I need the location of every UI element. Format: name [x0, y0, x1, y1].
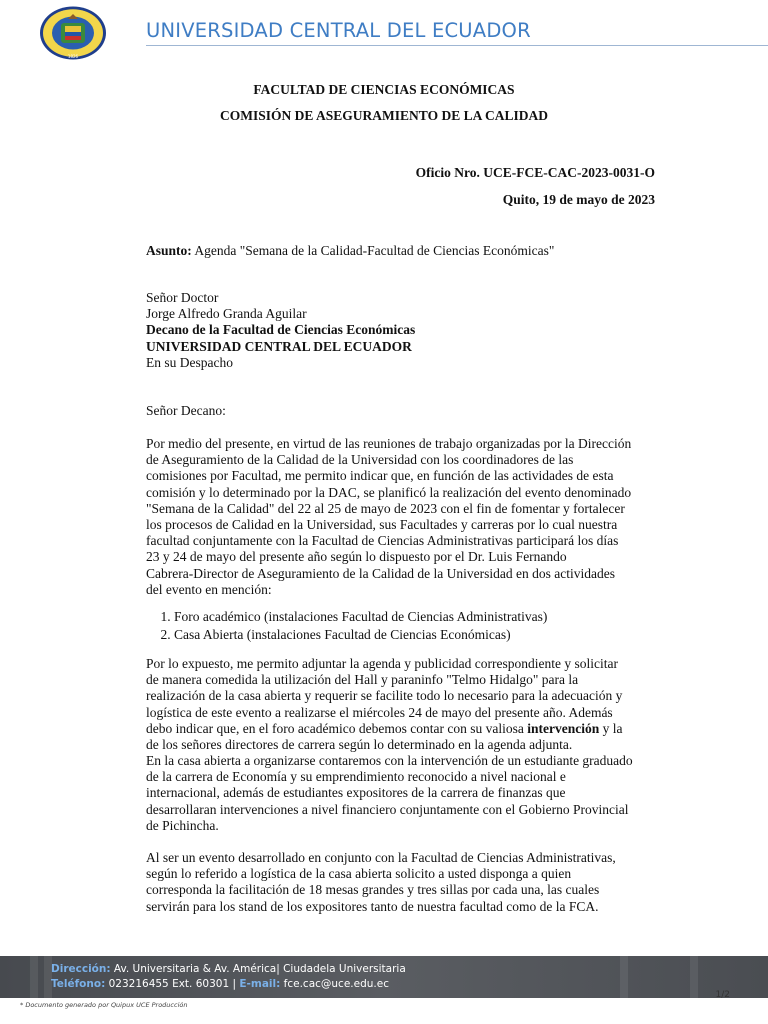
- paragraph-2: [146, 656, 658, 753]
- email-label: E-mail:: [239, 978, 281, 990]
- subject-text: Agenda "Semana de la Calidad-Facultad de Ciencias Económicas": [191, 243, 555, 258]
- paragraph-line: Al ser un evento desarrollado en conjunto con la Facultad de Ciencias Administrativas,: [146, 850, 616, 865]
- commission-title: COMISIÓN DE ASEGURAMIENTO DE LA CALIDAD: [220, 108, 548, 123]
- paragraph-line: Cabrera-Director de Aseguramiento de la Calidad de la Universidad en dos actividades: [146, 565, 615, 581]
- letterhead: [0, 0, 768, 66]
- paragraph-line: según lo referido a logística de la casa abierta solicito a usted disponga a quien: [146, 866, 572, 882]
- faculty-title: FACULTAD DE CIENCIAS ECONÓMICAS: [253, 82, 515, 97]
- paragraph-line: servirán para los stand de los expositores tanto de nuestra facultad como de la FCA.: [146, 898, 599, 914]
- svg-text:1826: 1826: [67, 54, 79, 59]
- footer-address: [51, 963, 406, 975]
- footer-bar: [0, 956, 768, 998]
- emphasis-word: intervención: [527, 720, 600, 736]
- list-item: 2. Casa Abierta (instalaciones Facultad de Ciencias Económicas): [174, 626, 547, 644]
- paragraph-line: "Semana de la Calidad" del 22 al 25 de mayo de 2023 con el fin de fomentar y fortalecer: [146, 500, 625, 516]
- paragraph-line: desarrollaran intervenciones a nivel financiero conjuntamente con el Gobierno Provincial: [146, 801, 629, 817]
- footer-stripe: [690, 956, 698, 998]
- page-number: 1/2: [715, 990, 730, 1000]
- paragraph-line: de los señores directores de carrera según lo determinado en la agenda adjunta.: [146, 737, 573, 753]
- line-text: y la: [599, 720, 623, 736]
- recipient-title: Señor Doctor: [146, 290, 219, 305]
- university-seal-logo: [38, 5, 108, 61]
- greeting: Señor Decano:: [146, 403, 226, 418]
- recipient-location: En su Despacho: [146, 354, 233, 370]
- university-name: UNIVERSIDAD CENTRAL DEL ECUADOR: [146, 19, 531, 42]
- paragraph-line: de la carrera de Economía y su emprendimiento reconocido a nivel nacional e: [146, 769, 566, 785]
- list-item: 1. Foro académico (instalaciones Facultad de Ciencias Administrativas): [174, 608, 547, 626]
- phone-label: Teléfono:: [51, 978, 106, 990]
- paragraph-line: Por lo expuesto, me permito adjuntar la agenda y publicidad correspondiente y solicitar: [146, 656, 618, 671]
- address-label: Dirección:: [51, 963, 111, 975]
- paragraph-line: En la casa abierta a organizarse contaremos con la intervención de un estudiante graduado: [146, 753, 633, 768]
- paragraph-line: corresponda la facilitación de 18 mesas grandes y tres sillas por cada una, las cuales: [146, 882, 600, 898]
- paragraph-line: Por medio del presente, en virtud de las reuniones de trabajo organizadas por la Dirección: [146, 436, 632, 451]
- paragraph-line: facultad conjuntamente con la Facultad de Ciencias Administrativas participará los días: [146, 533, 619, 549]
- header-divider: [146, 45, 768, 46]
- paragraph-line: de Aseguramiento de la Calidad de la Universidad con los coordinadores de las: [146, 452, 574, 468]
- oficio-number: Oficio Nro. UCE-FCE-CAC-2023-0031-O: [415, 165, 655, 180]
- paragraph-1: [146, 436, 658, 598]
- paragraph-line: realización de la casa abierta y requerir se facilite todo lo necesario para la adecuación y: [146, 688, 623, 704]
- line-text: debo indicar que, en el foro académico debemos contar con su valiosa: [146, 720, 528, 736]
- paragraph-line: comisiones por Facultad, me permito indicar que, en función de las actividades de esta: [146, 468, 614, 484]
- footer-contact: [51, 978, 389, 990]
- phone-value: 023216455 Ext. 60301 |: [105, 978, 240, 990]
- paragraph-line: los procesos de Calidad en la Universidad, sus Facultades y carreras por lo cual nuestra: [146, 517, 618, 533]
- paragraph-line: de Pichincha.: [146, 817, 219, 833]
- subject-label: Asunto:: [146, 243, 192, 258]
- recipient-institution: UNIVERSIDAD CENTRAL DEL ECUADOR: [146, 338, 412, 354]
- document-date: Quito, 19 de mayo de 2023: [502, 192, 655, 207]
- paragraph-line: logística de este evento a realizarse el miércoles 24 de mayo del presente año. Además: [146, 704, 613, 720]
- recipient-position: Decano de la Facultad de Ciencias Económicas: [146, 322, 416, 338]
- paragraph-line: comisión y lo determinado por la DAC, se planificó la realización del evento denominado: [146, 484, 632, 500]
- paragraph-3: [146, 753, 658, 834]
- recipient-name: Jorge Alfredo Granda Aguilar: [146, 306, 307, 322]
- generated-note: * Documento generado por Quipux UCE Producción: [20, 1001, 188, 1009]
- address-value: Av. Universitaria & Av. América| Ciudadela Universitaria: [110, 963, 406, 975]
- email-value: fce.cac@uce.edu.ec: [280, 978, 389, 990]
- recipient-block: [146, 290, 658, 371]
- paragraph-line: de manera comedida la utilización del Hall y paraninfo "Telmo Hidalgo" para la: [146, 672, 579, 688]
- activities-list: [146, 608, 547, 644]
- paragraph-line: internacional, además de estudiantes expositores de la carrera de finanzas que: [146, 785, 566, 801]
- footer-stripe: [620, 956, 628, 998]
- paragraph-line: del evento en mención:: [146, 581, 272, 597]
- footer-stripe: [30, 956, 38, 998]
- paragraph-line-with-emphasis: [146, 721, 658, 737]
- paragraph-line: 23 y 24 de mayo del presente año según lo dispuesto por el Dr. Luis Fernando: [146, 549, 567, 565]
- paragraph-4: [146, 850, 658, 915]
- subject-line: [146, 243, 658, 259]
